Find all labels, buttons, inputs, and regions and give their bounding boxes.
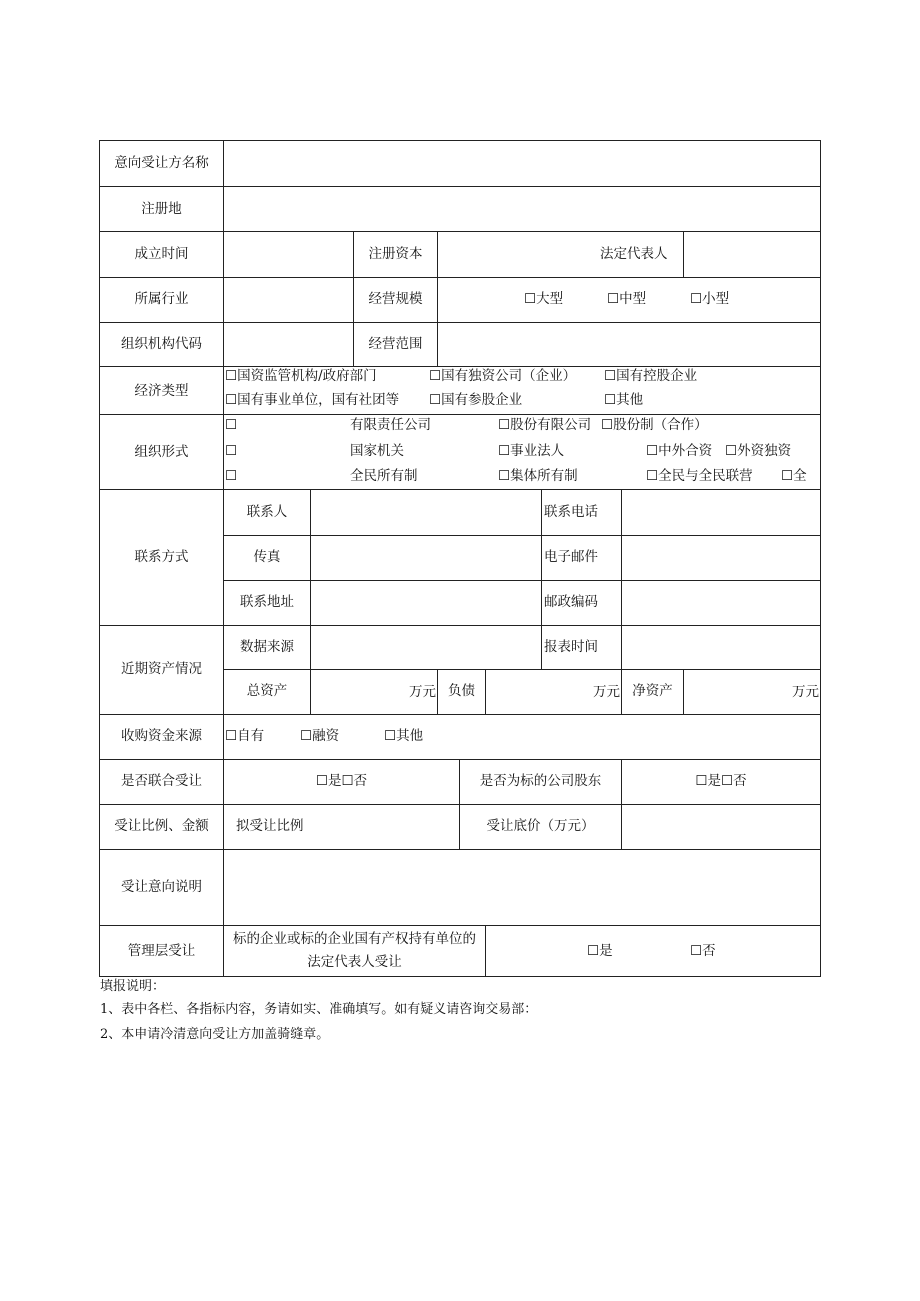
contact-phone-label: 联系电话 — [544, 504, 598, 520]
row-divider — [99, 231, 821, 232]
planned-ratio-label: 拟受让比例 — [236, 818, 304, 834]
management-transfer-label: 管理层受让 — [127, 943, 196, 959]
econ-option-state-participating[interactable]: ☐国有参股企业 — [429, 392, 523, 408]
org-option-joint-stock[interactable]: ☐股份有限公司 — [498, 417, 592, 433]
transfer-intent-label: 受让意向说明 — [121, 879, 202, 895]
org-option-llc: 有限责任公司 — [350, 417, 431, 433]
unit-ten-thousand-yuan: 万元 — [593, 684, 620, 700]
recent-assets-label: 近期资产情况 — [121, 661, 202, 677]
row-divider — [224, 580, 821, 581]
table-border-bottom — [99, 976, 821, 977]
col-divider — [683, 231, 684, 278]
org-option-institution-legal-person[interactable]: ☐事业法人 — [498, 443, 565, 459]
notes-item-1: 1、表中各栏、各指标内容，务请如实、准确填写。如有疑义请咨询交易部： — [100, 1002, 538, 1017]
fund-other-checkbox[interactable]: ☐其他 — [384, 728, 424, 744]
notes-item-2: 2、本申请冷清意向受让方加盖骑缝章。 — [100, 1027, 330, 1042]
row-divider — [224, 669, 821, 670]
unit-ten-thousand-yuan: 万元 — [409, 684, 436, 700]
org-option-state-organ: 国家机关 — [350, 443, 404, 459]
unit-ten-thousand-yuan: 万元 — [792, 684, 819, 700]
management-no-checkbox[interactable]: ☐否 — [690, 943, 716, 959]
checkbox-icon[interactable]: ☐ — [225, 417, 238, 433]
col-divider — [541, 489, 542, 670]
joint-transfer-label: 是否联合受让 — [121, 773, 202, 789]
data-source-label: 数据来源 — [240, 639, 294, 655]
transfer-ratio-label: 受让比例、金额 — [114, 818, 209, 834]
business-scope-label: 经营范围 — [368, 336, 423, 352]
econ-option-wholly-state-owned[interactable]: ☐国有独资公司（企业） — [429, 368, 577, 384]
is-shareholder-label: 是否为标的公司股东 — [479, 773, 602, 789]
econ-option-state-controlled[interactable]: ☐国有控股企业 — [604, 368, 698, 384]
registered-capital-label: 注册资本 — [368, 246, 423, 262]
row-divider — [99, 849, 821, 850]
report-time-label: 报表时间 — [544, 639, 598, 655]
org-option-wholly-foreign[interactable]: ☐外资独资 — [725, 443, 792, 459]
contact-person-label: 联系人 — [246, 504, 288, 520]
org-option-truncated[interactable]: ☐全 — [781, 468, 807, 484]
notes-heading: 填报说明： — [100, 979, 166, 994]
org-option-ownership-by-whole-people: 全民所有制 — [350, 468, 418, 484]
fund-self-checkbox[interactable]: ☐自有 — [225, 728, 265, 744]
economic-type-label: 经济类型 — [134, 383, 189, 399]
postcode-label: 邮政编码 — [544, 594, 598, 610]
row-divider — [99, 414, 821, 415]
row-divider — [99, 759, 821, 760]
email-label: 电子邮件 — [544, 549, 598, 565]
col-divider — [485, 925, 486, 977]
legal-representative-label: 法定代表人 — [600, 246, 668, 262]
scale-large-checkbox[interactable]: ☐大型 — [524, 291, 564, 307]
fax-label: 传真 — [253, 549, 281, 565]
table-border-top — [99, 140, 821, 141]
scale-small-checkbox[interactable]: ☐小型 — [690, 291, 730, 307]
management-description-line2: 法定代表人受让 — [307, 954, 402, 970]
econ-option-supervisory[interactable]: ☐国资监管机构/政府部门 — [225, 368, 377, 384]
row-divider — [99, 277, 821, 278]
transferee-name-label: 意向受让方名称 — [114, 155, 209, 171]
row-divider — [99, 625, 821, 626]
econ-option-other[interactable]: ☐其他 — [604, 392, 644, 408]
org-option-sino-foreign-jv[interactable]: ☐中外合资 — [646, 443, 713, 459]
row-divider — [99, 804, 821, 805]
col-divider — [437, 231, 438, 367]
fund-financing-checkbox[interactable]: ☐融资 — [300, 728, 340, 744]
row-divider — [99, 186, 821, 187]
row-divider — [224, 535, 821, 536]
contact-address-label: 联系地址 — [240, 594, 294, 610]
fund-source-label: 收购资金来源 — [121, 728, 202, 744]
econ-option-public-institution[interactable]: ☐国有事业单位，国有社团等 — [225, 392, 400, 408]
establish-date-label: 成立时间 — [134, 246, 189, 262]
table-border-right — [820, 140, 821, 977]
col-divider — [621, 489, 622, 670]
management-description-line1: 标的企业或标的企业国有产权持有单位的 — [233, 931, 476, 947]
management-yes-checkbox[interactable]: ☐是 — [587, 943, 613, 959]
row-divider — [99, 714, 821, 715]
is-shareholder-yes-no[interactable]: ☐是☐否 — [695, 773, 747, 789]
floor-price-label: 受让底价（万元） — [486, 818, 595, 834]
scale-medium-checkbox[interactable]: ☐中型 — [607, 291, 647, 307]
row-divider — [99, 925, 821, 926]
checkbox-icon[interactable]: ☐ — [225, 468, 238, 484]
liabilities-label: 负债 — [448, 683, 475, 699]
org-option-collective[interactable]: ☐集体所有制 — [498, 468, 578, 484]
row-divider — [99, 489, 821, 490]
joint-transfer-yes-no[interactable]: ☐是☐否 — [315, 773, 368, 789]
business-scale-label: 经营规模 — [368, 291, 423, 307]
checkbox-icon[interactable]: ☐ — [225, 443, 238, 459]
org-option-joint-operation[interactable]: ☐全民与全民联营 — [646, 468, 753, 484]
col-divider — [310, 489, 311, 715]
registered-place-label: 注册地 — [141, 201, 182, 217]
org-code-label: 组织机构代码 — [121, 336, 202, 352]
organization-form-label: 组织形式 — [134, 444, 189, 460]
total-assets-label: 总资产 — [246, 683, 288, 699]
industry-label: 所属行业 — [134, 291, 189, 307]
contact-method-label: 联系方式 — [134, 549, 189, 565]
net-assets-label: 净资产 — [632, 683, 673, 699]
row-divider — [99, 322, 821, 323]
org-option-shareholding[interactable]: ☐股份制（合作） — [601, 417, 708, 433]
